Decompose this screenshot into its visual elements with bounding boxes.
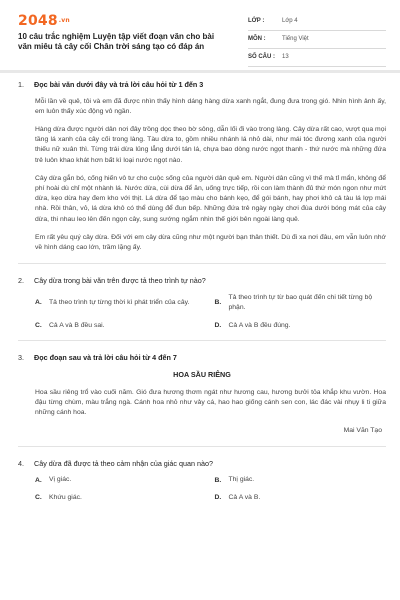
option-text: Thị giác. [228,476,255,484]
question-separator [18,340,386,341]
passage-author: Mai Văn Tạo [343,427,382,435]
question-text: Cây dừa trong bài văn trên được tả theo trình tự nào? [34,276,206,286]
question-text: Đọc đoạn sau và trả lời câu hỏi từ 4 đến 7 [34,353,177,363]
option-key: C. [35,494,42,502]
logo-suffix: .vn [58,16,70,24]
passage-paragraph: Em rất yêu quý cây dừa. Đối với em cây dừa cũng như một người bạn thân thiết. Dù đi xa nơi đâu, em vẫn luôn nhớ về hình dáng cao lớn, trầm lặng ấy. [35,233,386,251]
option-text: Cả A và B đều sai. [49,321,105,329]
page-header [0,0,400,68]
option-text: Vị giác. [49,476,72,484]
question-number: 1. [18,80,24,89]
option-key: B. [214,299,222,307]
question-separator [18,446,386,447]
answer-options [35,475,386,503]
question-text: Đọc bài văn dưới đây và trả lời câu hỏi từ 1 đến 3 [34,80,204,89]
option-a[interactable] [35,475,207,485]
question-number: 2. [18,276,24,286]
meta-key: SỐ CÂU : [248,54,275,61]
meta-table [248,13,386,67]
question-1 [18,80,386,253]
passage-paragraph: Hàng dừa được người dân nơi đây trồng dọc theo bờ sông, dẫn lối đi vào trong làng. Cây dừa rất cao, vượt qua mọi tầng lá xanh của cây cối trong làng. Tàu dừa to, gồm nhiều nhánh lá nhỏ dài, như mái tóc đương xanh của người thiếu nữ xuân thì. Từng trái dừa lủng lẳng dưới tán lá, chựa bao dòng nước ngọt thanh - thứ nước mà những đứa trẻ luôn khao khát hơn bất kì loại nước ngọt nào. [35,126,386,164]
question-2 [18,276,386,330]
option-a[interactable] [35,293,207,313]
logo-text: 2048 [18,13,58,29]
question-number: 4. [18,458,24,468]
option-key: D. [214,494,222,502]
question-3 [18,353,386,435]
question-number: 3. [18,353,24,363]
header-divider [0,70,400,73]
option-c[interactable] [35,321,207,331]
question-4 [18,459,386,503]
option-key: A. [35,476,42,484]
option-text: Tả theo trình tự từ bao quát đến chi tiết từng bộ phận. [228,293,373,311]
site-logo[interactable] [18,12,70,31]
meta-value: 13 [282,54,289,61]
answer-options [35,293,386,331]
meta-row-class [248,13,386,31]
passage-title: HOA SẦU RIÊNG [173,370,231,380]
meta-key: MÔN : [248,36,266,43]
question-separator [18,263,386,264]
option-text: Cả A và B đều đúng. [228,321,291,329]
meta-value: Tiếng Việt [282,36,309,43]
document-title: 10 câu trắc nghiệm Luyện tập viết đoạn văn cho bài văn miêu tả cây cối Chân trời sáng tạo có đáp án [18,32,215,52]
meta-value: Lớp 4 [282,18,298,25]
passage-paragraph: Mỗi lần về quê, tôi và em đã được nhìn thấy hình dáng hàng dừa xanh ngắt, đung đưa trong gió. Nhìn hình ảnh ấy, em luôn thấy xúc động vô ngần. [35,97,386,115]
passage-paragraph: Cây dừa gắn bó, cống hiến vô tư cho cuộc sống của người dân quê em. Người dân cũng vì thế mà tỉ mẩn, không để phí hoài dù chỉ một nhành lá. Nước dừa, cùi dừa để ăn, uống trực tiếp, rồi con làm thành đủ thứ món ngon như mứt dừa, kẹo dừa hay đem kho với thịt. Lá dừa để tạo màu cho bánh kẹo, để gói bánh, hay phơi khô cả tàu lá lợp mái nhà. Rồi thân, vỏ, lá dừa khô có thể dùng để đun bếp. Những đứa trẻ ngày ngày chơi đùa dưới bóng mát của cây dừa, thi nhau leo lên đến ngọn cây, sung sướng ngắm nhìn thế giới bên ngoài làng quê. [35,174,386,223]
option-key: D. [214,321,222,329]
option-c[interactable] [35,493,207,503]
question-text: Cây dừa đã được tả theo cảm nhận của giác quan nào? [34,458,213,468]
option-key: C. [35,321,42,329]
option-text: Cả A và B. [228,494,261,502]
meta-row-subject [248,31,386,49]
meta-row-count [248,49,386,67]
passage-paragraph: Hoa sầu riêng trổ vào cuối năm. Gió đưa hương thơm ngát như hương cau, hương bưởi tỏa khắp khu vườn. Hoa đậu từng chùm, màu trắng ngà. Cánh hoa nhỏ như vảy cá, hao hao giống cánh sen con, lác đác vài nhụy li ti giữa những cánh hoa. [35,388,386,417]
question-list [18,80,386,503]
option-d[interactable] [215,493,387,503]
option-d[interactable] [215,321,387,331]
meta-key: LỚP : [248,18,265,25]
option-key: A. [35,299,42,307]
option-text: Khứu giác. [49,494,82,502]
option-key: B. [214,476,222,484]
option-b[interactable] [215,475,387,485]
option-text: Tả theo trình tự từng thời kì phát triển của cây. [49,298,190,306]
option-b[interactable] [215,293,387,313]
